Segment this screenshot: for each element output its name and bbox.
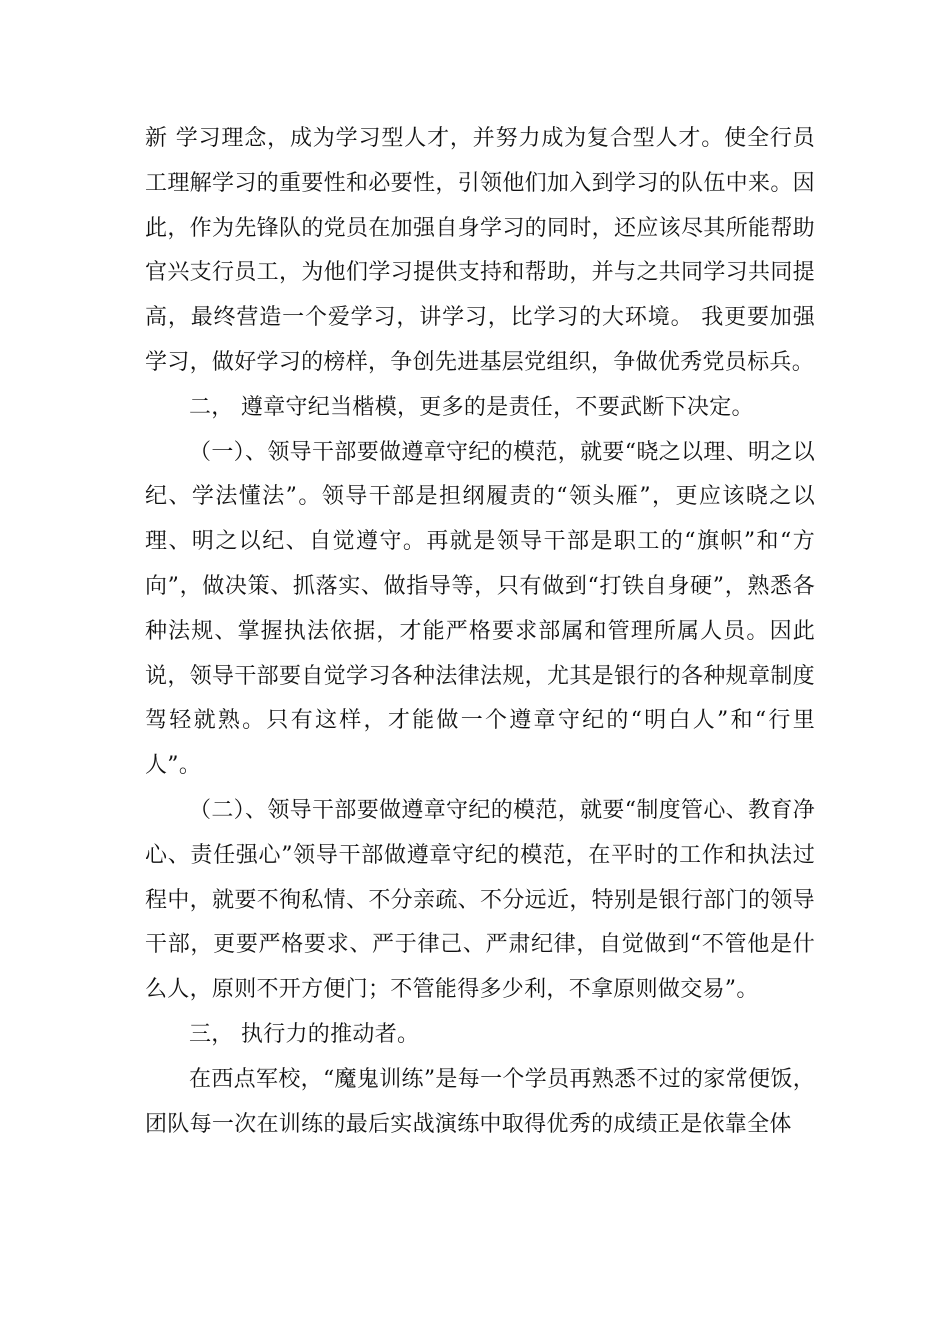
paragraph-subsection-one: （一）、领导干部要做遵章守纪的模范，就要“晓之以理、明之以纪、学法懂法”。领导干部是担纲履责的“领头雁”，更应该晓之以理、明之以纪、自觉遵守。再就是领导干部是职工的“旗帜”和“方向”，做决策、抓落实、做指导等，只有做到“打铁自身硬”，熟悉各种法规、掌握执法依据，才能严格要求部属和管理所属人员。因此说，领导干部要自觉学习各种法律法规，尤其是银行的各种规章制度驾轻就熟。只有这样，才能做一个遵章守纪的“明白人”和“行里人”。	[145, 439, 815, 779]
paragraph-west-point: 在西点军校，“魔鬼训练”是每一个学员再熟悉不过的家常便饭，团队每一次在训练的最后实战演练中取得优秀的成绩正是依靠全体	[145, 1066, 815, 1137]
section-heading-three: 三， 执行力的推动者。	[189, 1021, 420, 1047]
paragraph-subsection-two: （二）、领导干部要做遵章守纪的模范，就要“制度管心、教育净心、责任强心”领导干部做遵章守纪的模范，在平时的工作和执法过程中，就要不徇私情、不分亲疏、不分远近，特别是银行部门的领导干部，更要严格要求、严于律己、严肃纪律，自觉做到“不管他是什么人，原则不开方便门；不管能得多少利，不拿原则做交易”。	[145, 797, 815, 1003]
paragraph-learning: 新 学习理念，成为学习型人才，并努力成为复合型人才。使全行员工理解学习的重要性和必要性，引领他们加入到学习的队伍中来。因此，作为先锋队的党员在加强自身学习的同时，还应该尽其所能帮助官兴支行员工，为他们学习提供支持和帮助，并与之共同学习共同提高，最终营造一个爱学习，讲学习，比学习的大环境。 我更要加强学习，做好学习的榜样，争创先进基层党组织，争做优秀党员标兵。	[145, 126, 815, 375]
section-heading-two: 二， 遵章守纪当楷模，更多的是责任，不要武断下决定。	[189, 394, 754, 420]
document-body	[145, 117, 815, 1147]
